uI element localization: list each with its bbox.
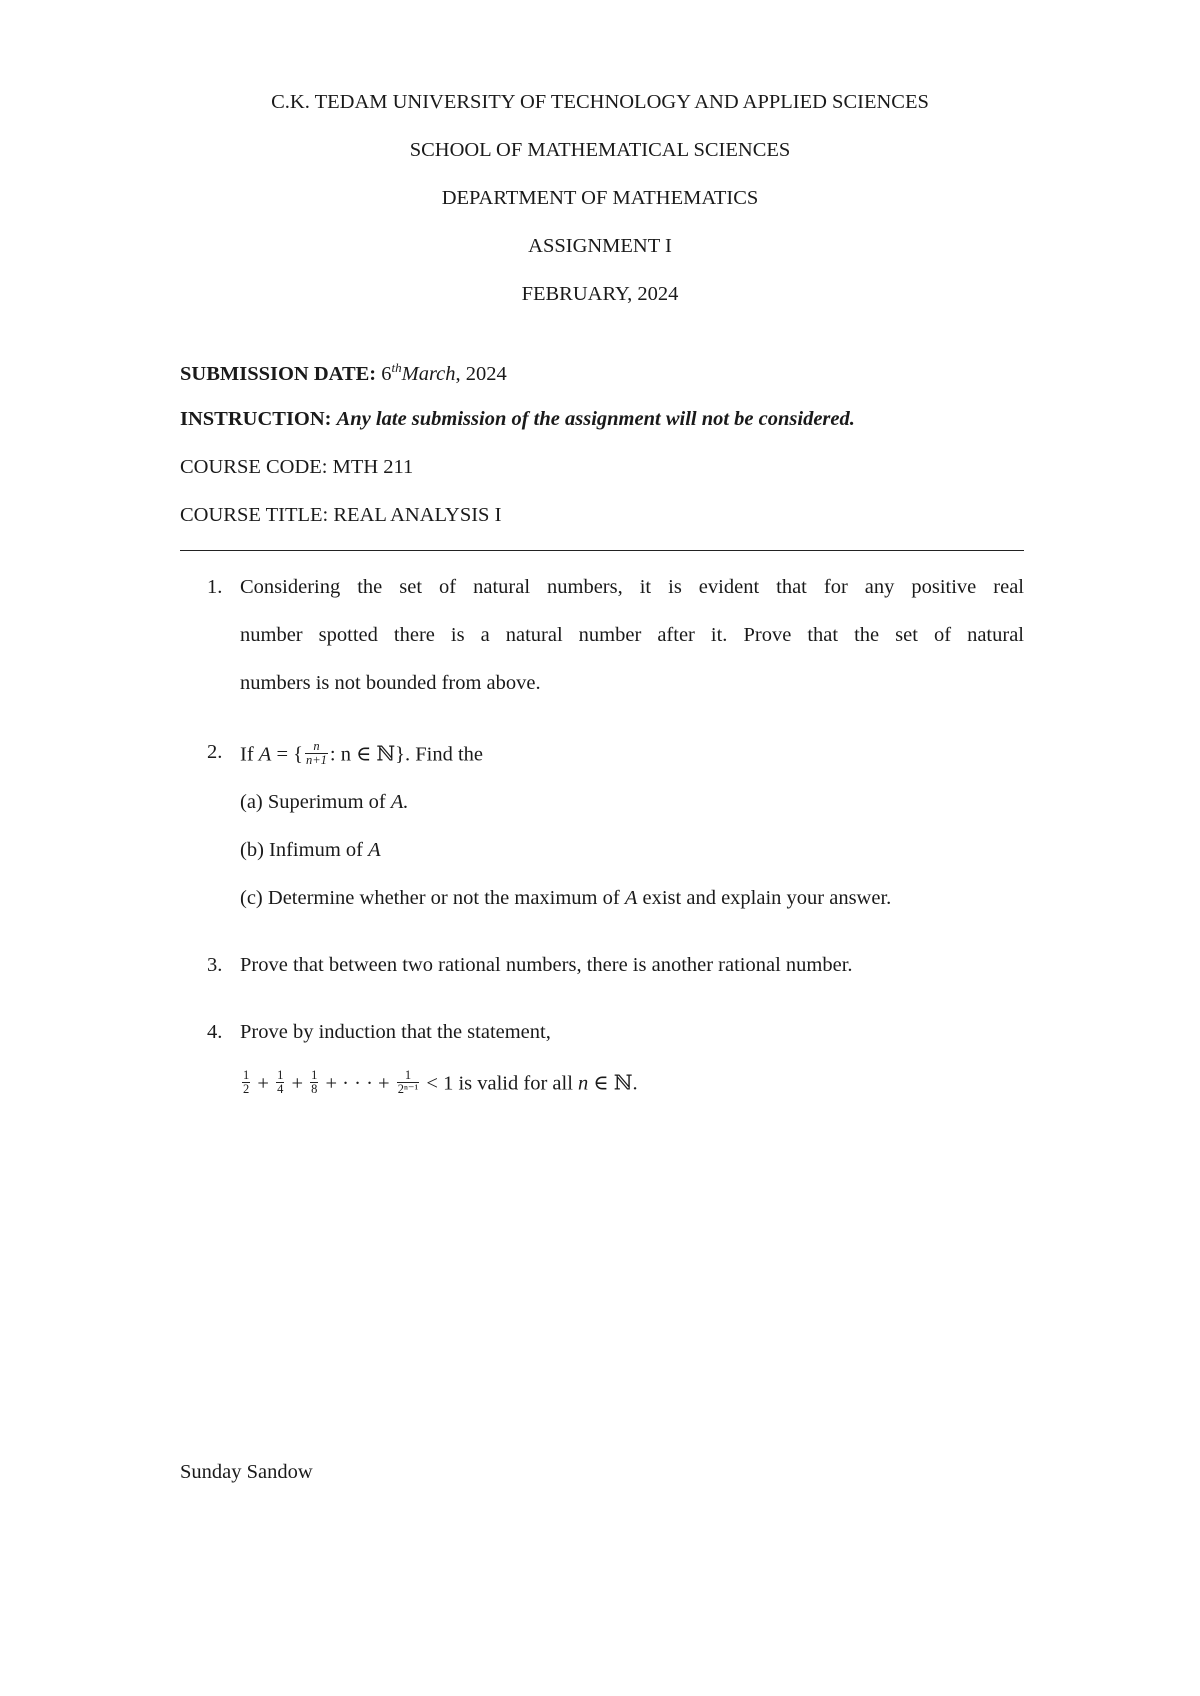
question-2-part-c: (c) Determine whether or not the maximum of A exist and explain your answer. bbox=[240, 887, 892, 909]
department-name: DEPARTMENT OF MATHEMATICS bbox=[441, 187, 759, 209]
assignment-date: FEBRUARY, 2024 bbox=[521, 283, 679, 305]
fraction: $\frac{n}{n+1}$ bbox=[305, 739, 327, 768]
question-number: 1. bbox=[207, 576, 223, 598]
question-number: 3. bbox=[207, 954, 223, 976]
course-code: COURSE CODE: MTH 211 bbox=[180, 456, 414, 478]
question-1-line-1: Considering the set of natural numbers, it is evident that for any positive real bbox=[240, 576, 1024, 598]
question-1-line-3: numbers is not bounded from above. bbox=[240, 672, 541, 694]
submission-month: March bbox=[401, 362, 456, 385]
university-name: C.K. TEDAM UNIVERSITY OF TECHNOLOGY AND APPLIED SCIENCES bbox=[271, 91, 929, 113]
instruction-label: INSTRUCTION: bbox=[180, 408, 332, 430]
submission-year: , 2024 bbox=[455, 362, 507, 385]
assignment-title: ASSIGNMENT I bbox=[528, 235, 672, 257]
submission-day: 6th bbox=[381, 360, 402, 385]
question-2-stem: If A = { $\frac{n}{n+1}$ : n ∈ ℕ}. Find the bbox=[240, 739, 484, 768]
question-1-line-2: number spotted there is a natural number after it. Prove that the set of natural bbox=[240, 624, 1024, 646]
question-4-series: $\frac{1}{2}$ + $\frac{1}{4}$ + $\frac{1}{8}$ + · · · + $\frac{1}{\text{2ⁿ⁻¹}}$ < 1 is valid for all n ∈ ℕ. bbox=[243, 1068, 638, 1097]
question-4-text: Prove by induction that the statement, bbox=[240, 1021, 551, 1043]
instruction-text: Any late submission of the assignment will not be considered. bbox=[336, 408, 855, 430]
submission-date bbox=[180, 361, 507, 384]
question-number: 2. bbox=[207, 741, 223, 763]
course-title: COURSE TITLE: REAL ANALYSIS I bbox=[180, 504, 502, 526]
question-3-text: Prove that between two rational numbers, there is another rational number. bbox=[240, 954, 853, 976]
question-2-part-b: (b) Infimum of A bbox=[240, 839, 381, 861]
author-signature: Sunday Sandow bbox=[180, 1461, 313, 1483]
question-number: 4. bbox=[207, 1021, 223, 1043]
submission-label: SUBMISSION DATE: bbox=[180, 362, 377, 385]
question-2-part-a: (a) Superimum of A. bbox=[240, 791, 409, 813]
school-name: SCHOOL OF MATHEMATICAL SCIENCES bbox=[409, 139, 791, 161]
instruction bbox=[180, 409, 855, 430]
horizontal-rule bbox=[180, 550, 1024, 551]
